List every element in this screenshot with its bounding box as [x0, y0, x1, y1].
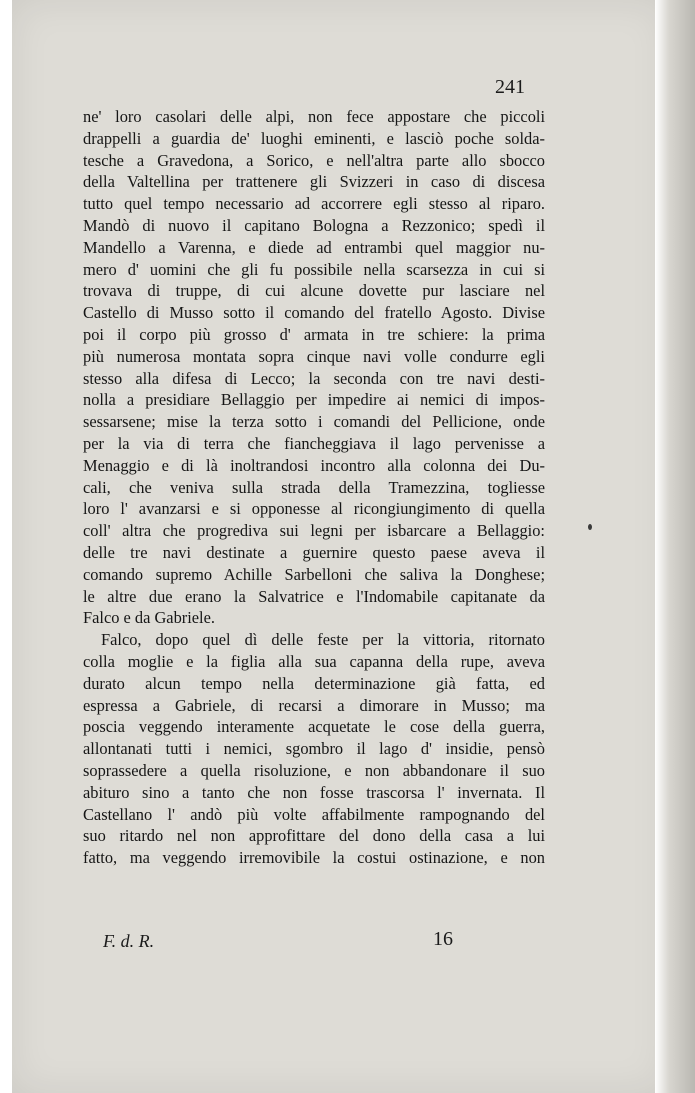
text-line: Menaggio e di là inoltrandosi incontro alla colonna dei Du-	[83, 455, 545, 475]
text-line: comando supremo Achille Sarbelloni che saliva la Donghese;	[83, 564, 545, 584]
text-line: durato alcun tempo nella determinazione già fatta, ed	[83, 673, 545, 693]
text-line: mero d' uomini che gli fu possibile nella scarsezza in cui si	[83, 259, 545, 279]
sheet-number: 16	[433, 928, 453, 950]
text-line: colla moglie e la figlia alla sua capanna della rupe, aveva	[83, 651, 545, 671]
text-line: le altre due erano la Salvatrice e l'Indomabile capitanate da	[83, 586, 545, 606]
text-line: della Valtellina per trattenere gli Svizzeri in caso di discesa	[83, 172, 545, 192]
text-line: tutto quel tempo necessario ad accorrere egli stesso al riparo.	[83, 194, 545, 214]
text-line: espressa a Gabriele, di recarsi a dimorare in Musso; ma	[83, 695, 545, 715]
text-line: Falco, dopo quel dì delle feste per la vittoria, ritornato	[101, 630, 545, 650]
text-line: allontanati tutti i nemici, sgombro il lago d' insidie, pensò	[83, 739, 545, 759]
text-line: trovava di truppe, di cui alcune dovette pur lasciare nel	[83, 281, 545, 301]
text-line: soprassedere a quella risoluzione, e non abbandonare il suo	[83, 760, 545, 780]
text-line: più numerosa montata sopra cinque navi volle condurre egli	[83, 346, 545, 366]
text-line: cali, che veniva sulla strada della Tramezzina, togliesse	[83, 477, 545, 497]
body-text	[83, 106, 545, 869]
text-line: Castellano l' andò più volte affabilmente rampognando del	[83, 804, 545, 824]
text-line: ne' loro casolari delle alpi, non fece appostare che piccoli	[83, 107, 545, 126]
text-line: Mandò di nuovo il capitano Bologna a Rezzonico; spedì il	[83, 215, 545, 235]
text-line: nolla a presidiare Bellaggio per impedire ai nemici di impos-	[83, 390, 545, 410]
text-line: coll' altra che progrediva sui legni per isbarcare a Bellaggio:	[83, 521, 545, 541]
page-edge	[655, 0, 695, 1093]
text-line: fatto, ma veggendo irremovibile la costui ostinazione, e non	[83, 848, 545, 868]
text-line: delle tre navi destinate a guernire questo paese aveva il	[83, 542, 545, 562]
text-line: Castello di Musso sotto il comando del fratello Agosto. Divise	[83, 303, 545, 323]
text-line: Mandello a Varenna, e diede ad entrambi quel maggior nu-	[83, 237, 545, 257]
text-line: stesso alla difesa di Lecco; la seconda con tre navi desti-	[83, 368, 545, 388]
text-line: suo ritardo nel non approfittare del dono della casa a lui	[83, 826, 545, 846]
text-line: tesche a Gravedona, a Sorico, e nell'altra parte allo sbocco	[83, 150, 545, 170]
text-line: sessarsene; mise la terza sotto i comandi del Pellicione, onde	[83, 412, 545, 432]
signature-mark: F. d. R.	[103, 931, 155, 951]
ink-speck	[588, 524, 592, 530]
text-line: Falco e da Gabriele.	[83, 608, 215, 628]
page-number: 241	[495, 76, 525, 98]
text-line: poscia veggendo interamente acquetate le cose della guerra,	[83, 717, 545, 737]
text-line: poi il corpo più grosso d' armata in tre schiere: la prima	[83, 324, 545, 344]
text-line: abituro sino a tanto che non fosse trascorsa l' invernata. Il	[83, 782, 545, 802]
text-line: loro l' avanzarsi e si opponesse al ricongiungimento di quella	[83, 499, 545, 519]
text-line: per la via di terra che fiancheggiava il lago pervenisse a	[83, 433, 545, 453]
text-line: drappelli a guardia de' luoghi eminenti, e lasciò poche solda-	[83, 128, 545, 148]
